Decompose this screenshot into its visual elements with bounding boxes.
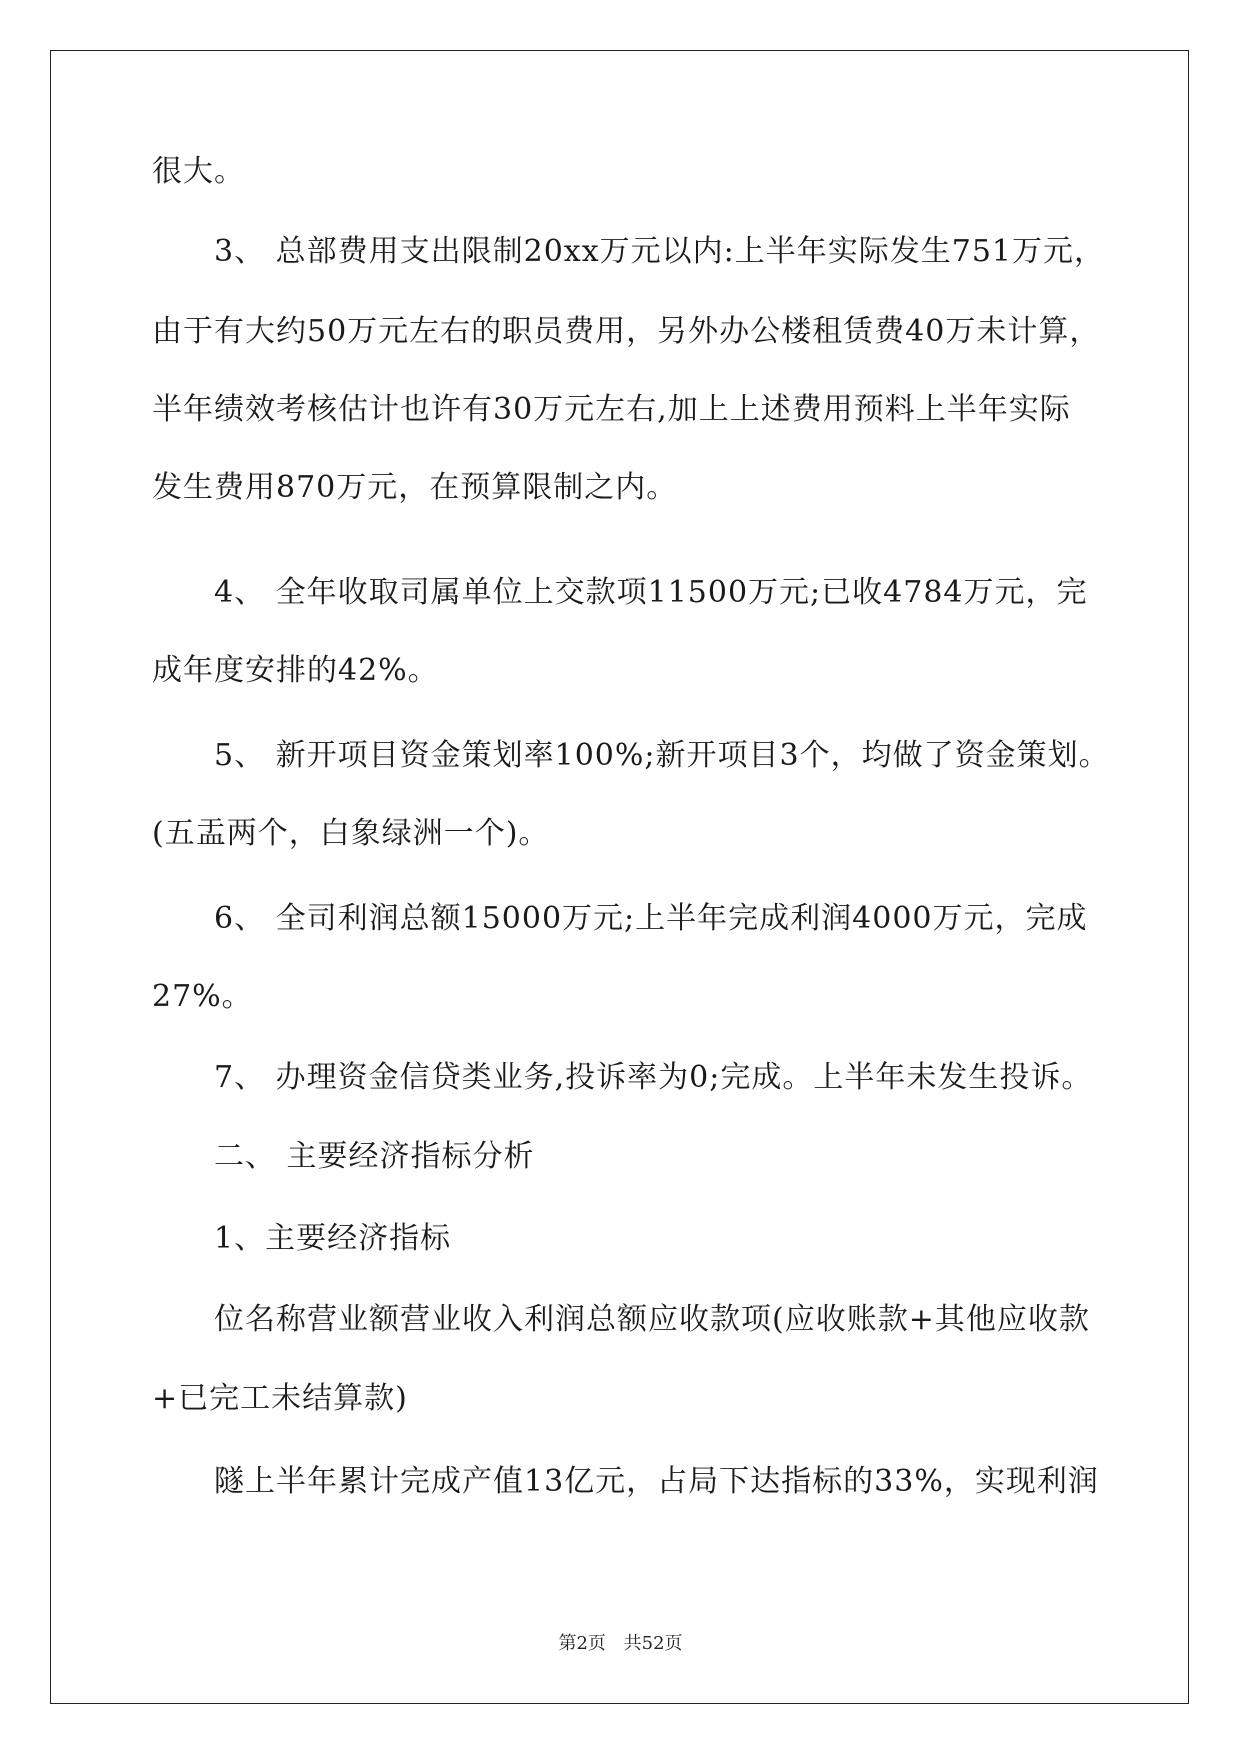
section-heading: 二、 主要经济指标分析 — [214, 1139, 535, 1174]
text-line: 位名称营业额营业收入利润总额应收款项(应收账款+其他应收款 — [214, 1302, 1090, 1337]
text-line: 发生费用870万元，在预算限制之内。 — [152, 470, 678, 505]
text-line: +已完工未结算款) — [152, 1381, 408, 1416]
text-line: 6、 全司利润总额15000万元;上半年完成利润4000万元，完成 — [214, 901, 1088, 936]
text-line: 成年度安排的42%。 — [152, 653, 439, 688]
text-line: 隧上半年累计完成产值13亿元，占局下达指标的33%，实现利润 — [214, 1464, 1099, 1499]
text-line: 3、 总部费用支出限制20xx万元以内:上半年实际发生751万元， — [214, 234, 1106, 269]
text-line: 半年绩效考核估计也许有30万元左右,加上上述费用预料上半年实际 — [152, 392, 1071, 427]
text-line: 5、 新开项目资金策划率100%;新开项目3个，均做了资金策划。 — [214, 738, 1110, 773]
page-total: 共52页 — [623, 1633, 683, 1654]
text-line: 7、 办理资金信贷类业务,投诉率为0;完成。上半年未发生投诉。 — [214, 1060, 1093, 1095]
text-line: (五盂两个，白象绿洲一个)。 — [152, 816, 550, 851]
text-line: 由于有大约50万元左右的职员费用，另外办公楼租赁费40万未计算， — [152, 314, 1101, 349]
page-number: 第2页 — [558, 1633, 606, 1654]
text-line: 4、 全年收取司属单位上交款项11500万元;已收4784万元，完 — [214, 575, 1088, 610]
subsection-heading: 1、主要经济指标 — [214, 1221, 452, 1256]
page-footer — [0, 1632, 1241, 1656]
text-line: 很大。 — [152, 154, 245, 189]
text-line: 27%。 — [152, 979, 253, 1014]
page-border — [50, 50, 1189, 1704]
